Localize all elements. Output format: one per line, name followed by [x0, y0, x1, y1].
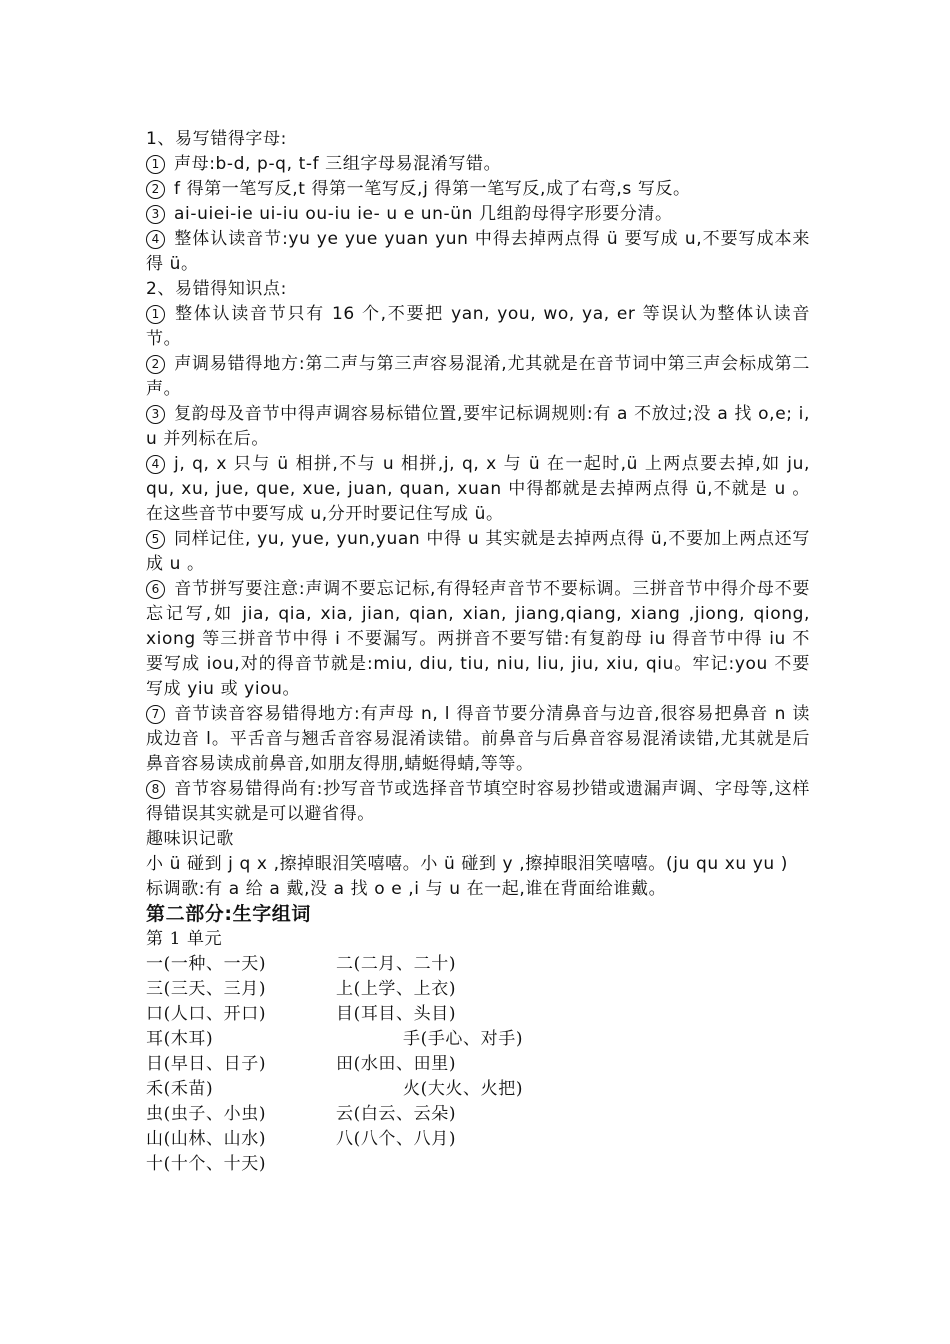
- word-entry: 二(二月、二十): [336, 954, 457, 974]
- word-entry: 上(上学、上衣): [336, 979, 457, 999]
- tone-song-text: 标调歌:有 a 给 a 戴,没 a 找 o e ,i 与 u 在一起,谁在背面给谁戴。: [146, 879, 667, 899]
- section-heading-2: 2、易错得知识点:: [146, 279, 287, 299]
- letter-item-2: [146, 177, 810, 202]
- word-entry: 虫(虫子、小虫): [146, 1104, 267, 1124]
- fun-song-text: 小 ü 碰到 j q x ,擦掉眼泪笑嘻嘻。小 ü 碰到 y ,擦掉眼泪笑嘻嘻。(ju qu xu yu ): [146, 854, 789, 874]
- item-text: 同样记住, yu, yue, yun,yuan 中得 u 其实就是去掉两点得 ü,不要加上两点还写成 u 。: [146, 529, 810, 574]
- word-entry: 十(十个、十天): [146, 1154, 267, 1174]
- circled-number: 1: [146, 155, 165, 174]
- circled-number: 2: [146, 180, 165, 199]
- circled-number: 8: [146, 780, 165, 799]
- word-entry: 田(水田、田里): [336, 1054, 457, 1074]
- item-text: j, q, x 只与 ü 相拼,不与 u 相拼,j, q, x 与 ü 在一起时,ü 上两点要去掉,如 ju, qu, xu, jue, que, xue, juan, quan, xuan 中得都就是去掉两点得 ü,不就是 u 。在这些音节中要写成 u,分开时要记住写成 ü。: [146, 454, 810, 524]
- knowledge-item-3: [146, 402, 810, 452]
- knowledge-item-6: [146, 577, 810, 702]
- item-text: 声母:b-d, p-q, t-f 三组字母易混淆写错。: [174, 154, 502, 174]
- letter-item-1: [146, 152, 810, 177]
- knowledge-points-list: [146, 302, 810, 827]
- circled-number: 5: [146, 530, 165, 549]
- section-heading-1: 1、易写错得字母:: [146, 129, 287, 149]
- letter-item-4: [146, 227, 810, 277]
- knowledge-item-1: [146, 302, 810, 352]
- letter-item-3: [146, 202, 810, 227]
- error-prone-letters-list: [146, 152, 810, 277]
- fun-song-title: 趣味识记歌: [146, 829, 234, 849]
- word-row: [146, 1077, 810, 1102]
- word-row: [146, 952, 810, 977]
- word-row: [146, 1102, 810, 1127]
- word-row: [146, 1027, 810, 1052]
- knowledge-item-2: [146, 352, 810, 402]
- item-text: 音节读音容易错得地方:有声母 n, l 得音节要分清鼻音与边音,很容易把鼻音 n 读成边音 l。平舌音与翘舌音容易混淆读错。前鼻音与后鼻音容易混淆读错,尤其就是后鼻音容易读成前鼻音,如朋友得朋,蜻蜓得蜻,等等。: [146, 704, 810, 774]
- circled-number: 7: [146, 705, 165, 724]
- word-entry: 八(八个、八月): [336, 1129, 457, 1149]
- circled-number: 4: [146, 455, 165, 474]
- item-text: 音节容易错得尚有:抄写音节或选择音节填空时容易抄错或遗漏声调、字母等,这样得错误其实就是可以避省得。: [146, 779, 810, 824]
- item-text: 复韵母及音节中得声调容易标错位置,要牢记标调规则:有 a 不放过;没 a 找 o,e; i, u 并列标在后。: [146, 404, 810, 449]
- knowledge-item-4: [146, 452, 810, 527]
- item-text: 整体认读音节只有 16 个,不要把 yan, you, wo, ya, er 等误认为整体认读音节。: [146, 304, 810, 349]
- circled-number: 1: [146, 305, 165, 324]
- word-row: [146, 1127, 810, 1152]
- document-page: [146, 127, 810, 1177]
- item-text: f 得第一笔写反,t 得第一笔写反,j 得第一笔写反,成了右弯,s 写反。: [174, 179, 691, 199]
- knowledge-item-8: [146, 777, 810, 827]
- word-entry: 云(白云、云朵): [336, 1104, 457, 1124]
- item-text: 整体认读音节:yu ye yue yuan yun 中得去掉两点得 ü 要写成 u,不要写成本来得 ü。: [146, 229, 810, 274]
- word-entry: 耳(木耳): [146, 1029, 214, 1049]
- word-entry: 手(手心、对手): [403, 1029, 524, 1049]
- item-text: 声调易错得地方:第二声与第三声容易混淆,尤其就是在音节词中第三声会标成第二声。: [146, 354, 810, 399]
- item-text: 音节拼写要注意:声调不要忘记标,有得轻声音节不要标调。三拼音节中得介母不要忘记写,如 jia, qia, xia, jian, qian, xian, jiang,qiang, xiang ,jiong, qiong, xiong 等三拼音节中得 i 不要漏写。两拼音不要写错:有复韵母 iu 得音节中得 iu 不要写成 iou,对的得音节就是:miu, diu, tiu, niu, liu, jiu, xiu, qiu。牢记:you 不要写成 yiu 或 yiou。: [146, 579, 810, 699]
- word-entry: 山(山林、山水): [146, 1129, 267, 1149]
- unit-label: 第 1 单元: [146, 929, 223, 949]
- word-entry: 禾(禾苗): [146, 1079, 214, 1099]
- knowledge-item-5: [146, 527, 810, 577]
- word-entry: 火(大火、火把): [403, 1079, 524, 1099]
- knowledge-item-7: [146, 702, 810, 777]
- circled-number: 6: [146, 580, 165, 599]
- word-row: [146, 1002, 810, 1027]
- word-groups-table: [146, 952, 810, 1177]
- word-entry: 一(一种、一天): [146, 954, 267, 974]
- circled-number: 2: [146, 355, 165, 374]
- word-entry: 日(早日、日子): [146, 1054, 267, 1074]
- word-entry: 口(人口、开口): [146, 1004, 267, 1024]
- word-entry: 三(三天、三月): [146, 979, 267, 999]
- circled-number: 3: [146, 205, 165, 224]
- word-row: [146, 977, 810, 1002]
- word-row: [146, 1052, 810, 1077]
- item-text: ai-uiei-ie ui-iu ou-iu ie- u e un-ün 几组韵母得字形要分清。: [174, 204, 673, 224]
- circled-number: 3: [146, 405, 165, 424]
- part-two-heading: 第二部分:生字组词: [146, 903, 311, 925]
- word-entry: 目(耳目、头目): [336, 1004, 457, 1024]
- word-row: [146, 1152, 810, 1177]
- circled-number: 4: [146, 230, 165, 249]
